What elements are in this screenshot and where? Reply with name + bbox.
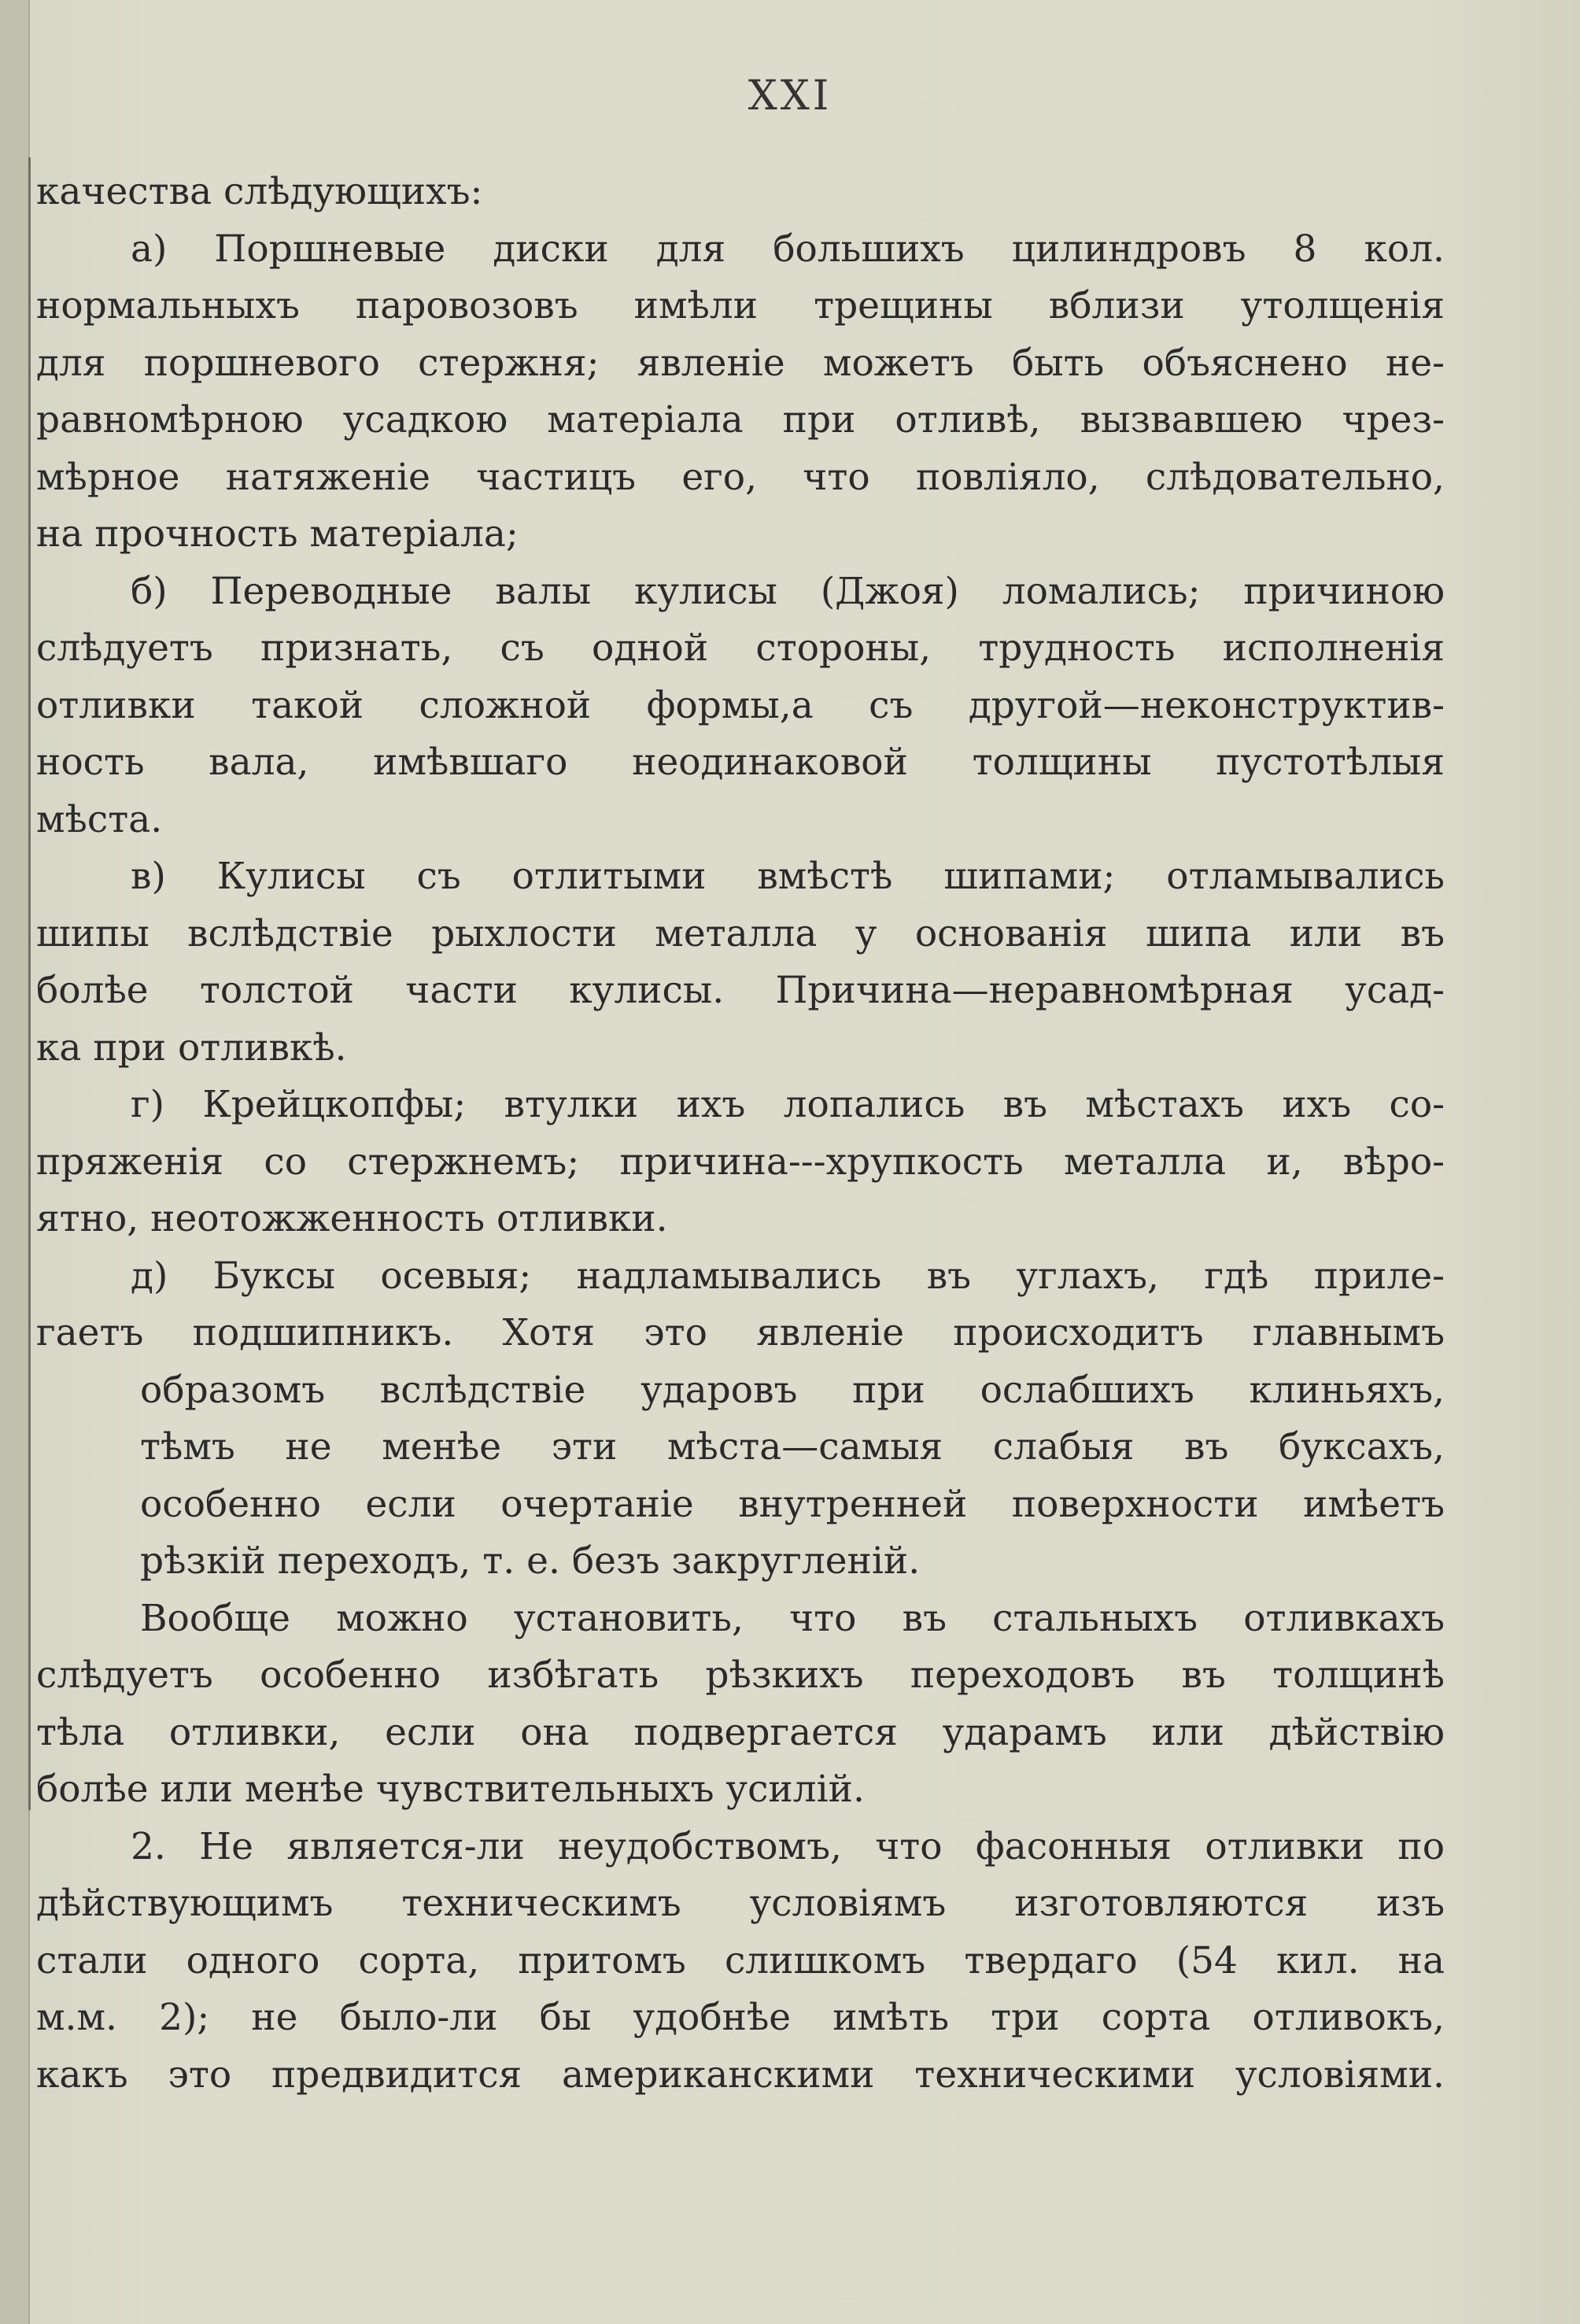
text-line: а) Поршневые диски для большихъ цилиндровъ 8 кол. xyxy=(131,227,1445,271)
text-line: равномѣрною усадкою матеріала при отливѣ, вызвавшею чрез- xyxy=(36,398,1445,442)
text-line: пряженія со стержнемъ; причина---хрупкость металла и, вѣро- xyxy=(36,1140,1445,1184)
text-line: качества слѣдующихъ: xyxy=(36,170,483,213)
text-line: ятно, неотожженность отливки. xyxy=(36,1197,668,1240)
text-line: стали одного сорта, притомъ слишкомъ твердаго (54 кил. на xyxy=(36,1938,1445,1982)
body-text xyxy=(36,164,1445,2104)
text-line: в) Кулисы съ отлитыми вмѣстѣ шипами; отламывались xyxy=(131,855,1445,898)
text-line: рѣзкій переходъ, т. е. безъ закругленій. xyxy=(140,1539,921,1583)
text-line: особенно если очертаніе внутренней поверхности имѣетъ xyxy=(140,1482,1445,1526)
text-line: б) Переводные валы кулисы (Джоя) ломались; причиною xyxy=(131,569,1445,613)
text-line: ка при отливкѣ. xyxy=(36,1025,347,1070)
text-line: г) Крейцкопфы; втулки ихъ лопались въ мѣстахъ ихъ со- xyxy=(131,1083,1445,1126)
text-line: дѣйствующимъ техническимъ условіямъ изготовляются изъ xyxy=(36,1882,1445,1925)
text-line: мѣста. xyxy=(36,797,163,841)
text-line: болѣе или менѣе чувствительныхъ усилій. xyxy=(36,1768,865,1811)
text-line: д) Буксы осевыя; надламывались въ углахъ, гдѣ приле- xyxy=(131,1254,1445,1298)
margin-rule xyxy=(28,157,31,1810)
text-line: образомъ вслѣдствіе ударовъ при ослабшихъ клиньяхъ, xyxy=(140,1368,1445,1412)
text-line: шипы вслѣдствіе рыхлости металла у основанія шипа или въ xyxy=(36,911,1445,955)
text-line: слѣдуетъ признать, съ одной стороны, трудность исполненія xyxy=(36,626,1445,670)
binding-edge xyxy=(0,0,30,2324)
text-line: мѣрное натяженіе частицъ его, что повліяло, слѣдовательно, xyxy=(36,455,1445,499)
text-line: м.м. 2); не было-ли бы удобнѣе имѣть три сорта отливокъ, xyxy=(36,1996,1445,2039)
text-line: тѣла отливки, если она подвергается ударамъ или дѣйствію xyxy=(36,1710,1445,1754)
text-line: болѣе толстой части кулисы. Причина—неравномѣрная усад- xyxy=(36,969,1445,1012)
text-line: 2. Не является-ли неудобствомъ, что фасонныя отливки по xyxy=(131,1824,1445,1868)
text-line: отливки такой сложной формы,а съ другой—неконструктив- xyxy=(36,683,1445,727)
text-line: нормальныхъ паровозовъ имѣли трещины вблизи утолщенія xyxy=(36,284,1445,327)
text-line: какъ это предвидится американскими техническими условіями. xyxy=(36,2052,1445,2097)
text-line: ность вала, имѣвшаго неодинаковой толщины пустотѣлыя xyxy=(36,741,1445,784)
text-line: тѣмъ не менѣе эти мѣста—самыя слабыя въ буксахъ, xyxy=(140,1425,1445,1469)
text-line: для поршневого стержня; явленіе можетъ быть объяснено не- xyxy=(36,341,1445,385)
text-line: на прочность матеріала; xyxy=(36,512,519,556)
text-line: слѣдуетъ особенно избѣгать рѣзкихъ переходовъ въ толщинѣ xyxy=(36,1653,1445,1697)
page-number: XXI xyxy=(748,72,832,120)
text-line: Вообще можно установить, что въ стальныхъ отливкахъ xyxy=(140,1596,1445,1640)
text-line: гаетъ подшипникъ. Хотя это явленіе происходитъ главнымъ xyxy=(36,1311,1445,1354)
